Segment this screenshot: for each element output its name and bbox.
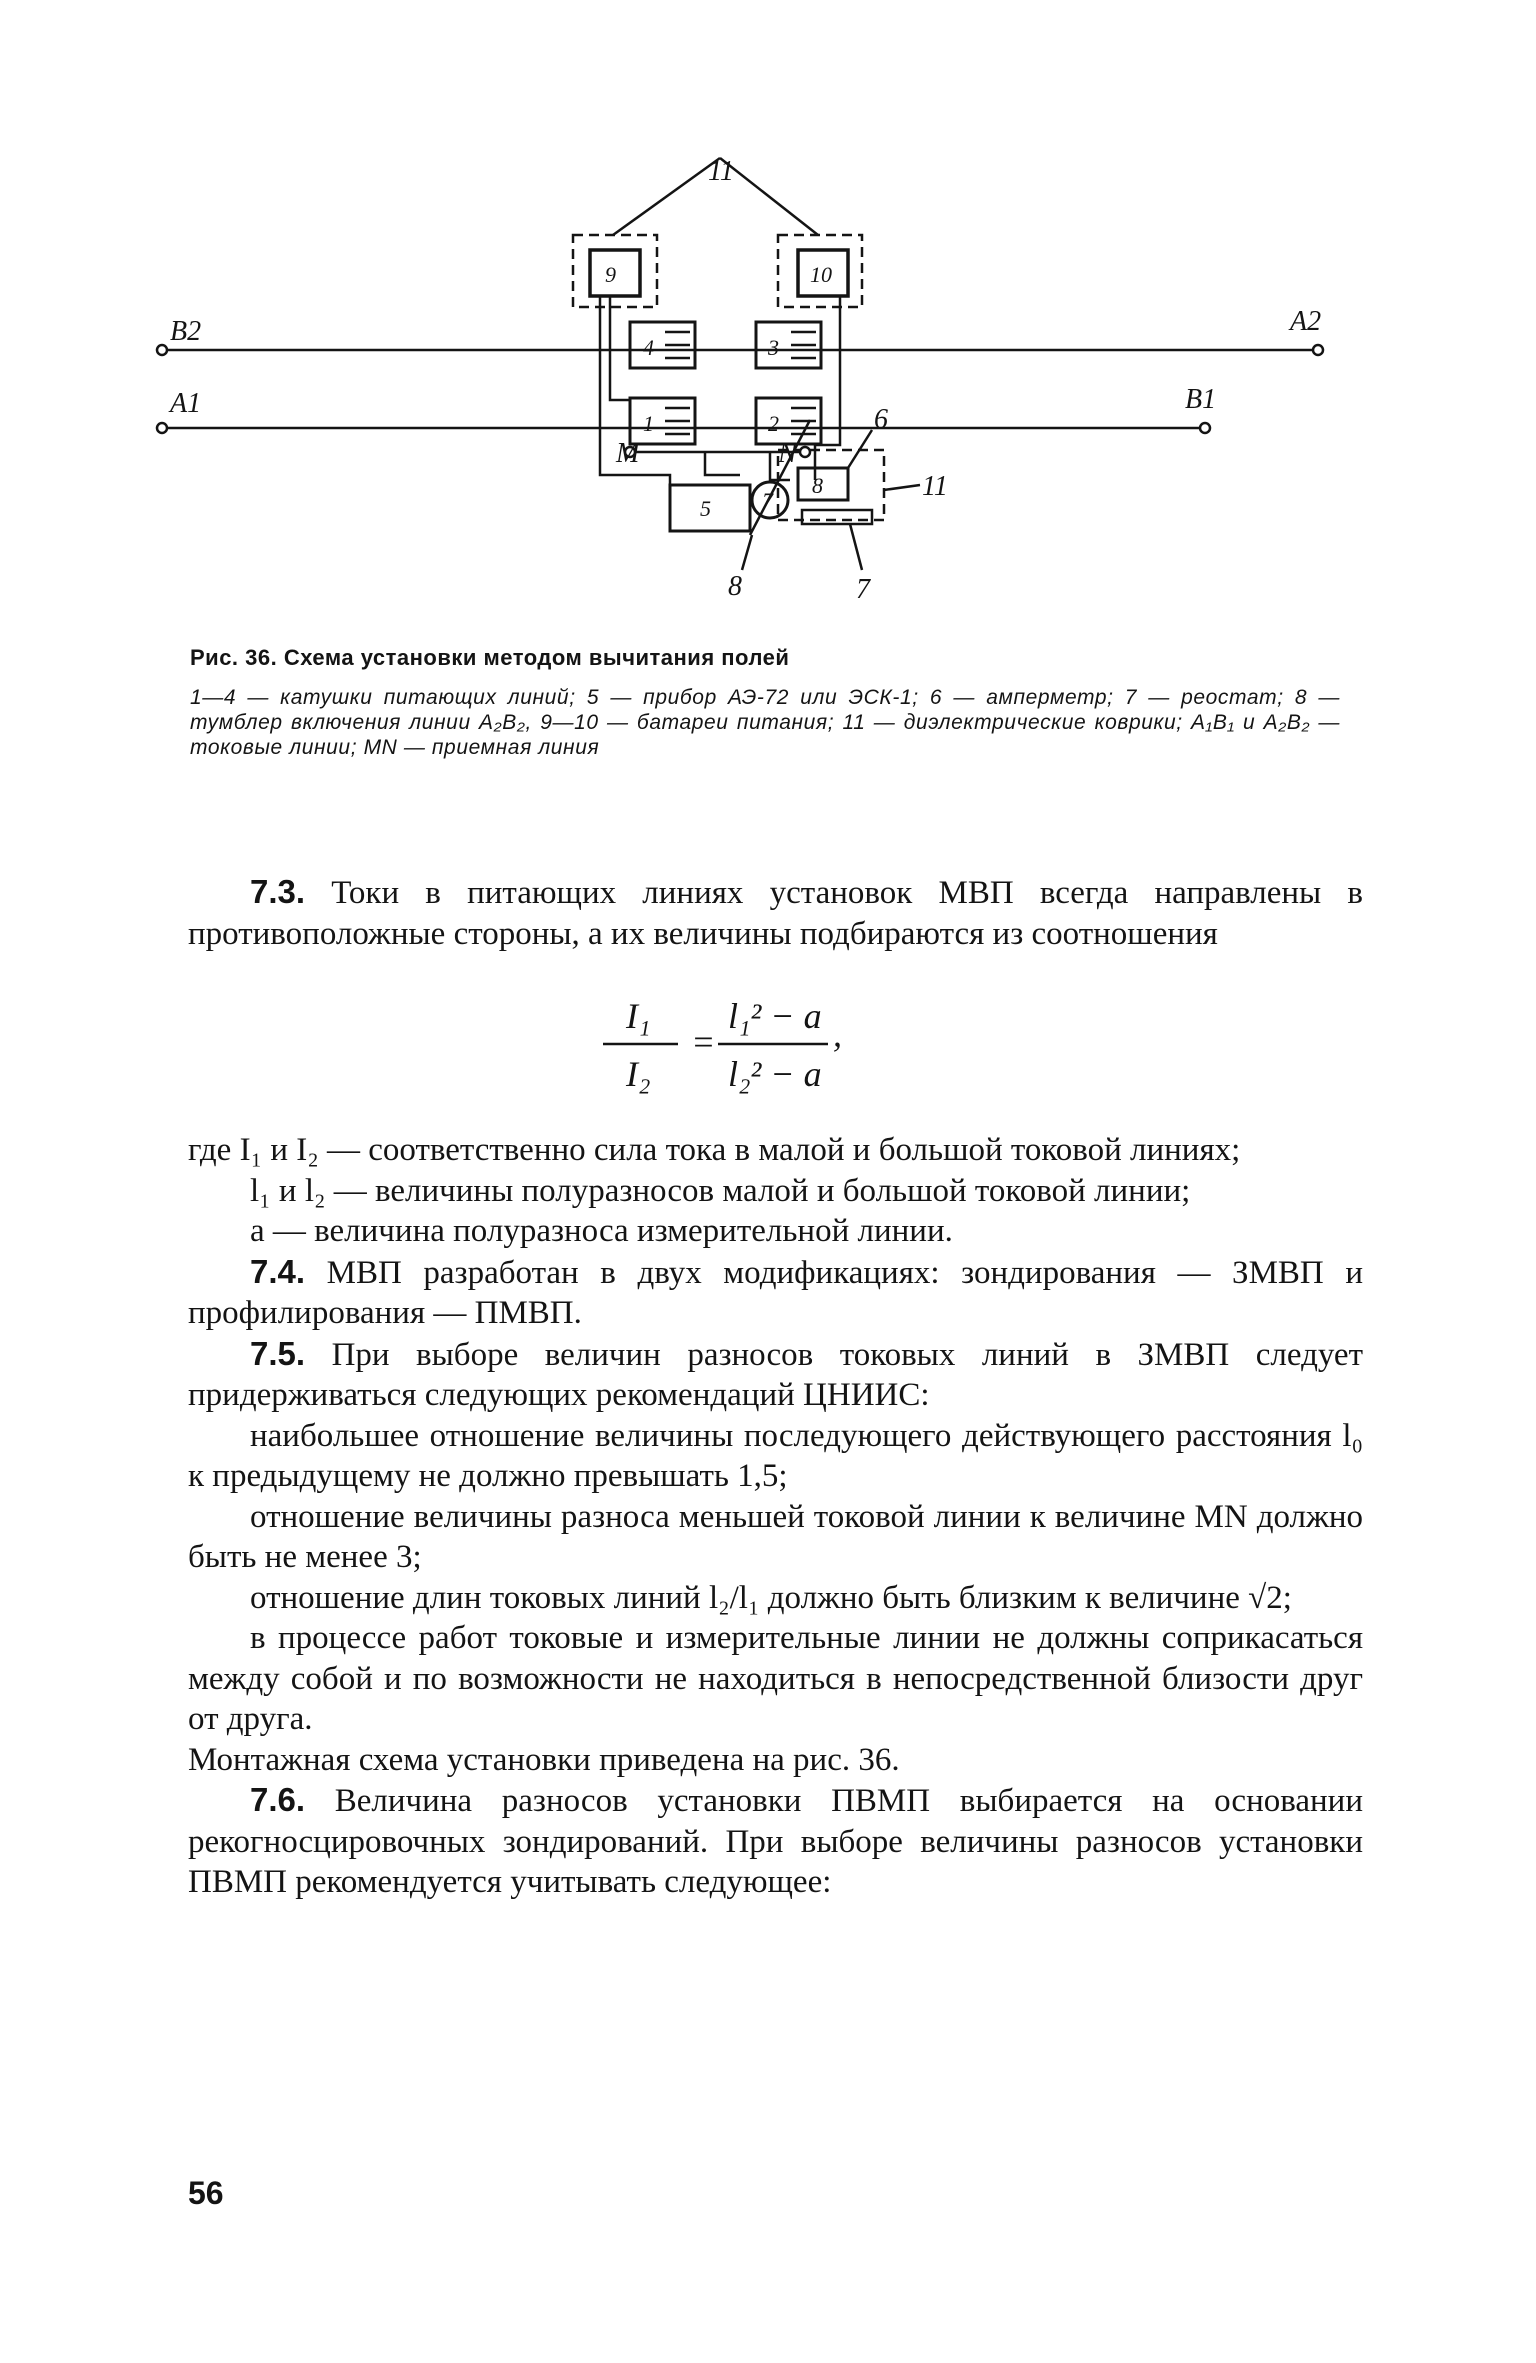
where-3: a — величина полуразноса измерительной линии. bbox=[250, 1213, 953, 1249]
label-n: N bbox=[778, 438, 797, 469]
label-7: 7 bbox=[856, 574, 870, 605]
paragraph-text: МВП разработан в двух модификациях: зондирования — ЗМВП и профилирования — ПМВП. bbox=[188, 1254, 1363, 1331]
section-number: 7.5. bbox=[250, 1334, 306, 1372]
recommendation-2: отношение величины разноса меньшей токовой линии к величине MN должно быть не менее 3; bbox=[188, 1498, 1363, 1575]
label-box4: 4 bbox=[643, 335, 654, 360]
figure-caption bbox=[190, 645, 1340, 760]
section-number: 7.4. bbox=[250, 1252, 306, 1290]
caption-title: Рис. 36. Схема установки методом вычитания полей bbox=[190, 645, 790, 670]
label-box8: 8 bbox=[812, 473, 823, 498]
montage-note: Монтажная схема установки приведена на рис. 36. bbox=[188, 1741, 900, 1778]
label-meter7: 7 bbox=[762, 488, 773, 513]
current-ratio-formula bbox=[188, 966, 1363, 1116]
circuit-diagram bbox=[150, 150, 1350, 620]
label-6: 6 bbox=[874, 404, 888, 435]
section-number: 7.6. bbox=[250, 1781, 306, 1818]
label-box9: 9 bbox=[605, 262, 616, 287]
label-11-right: 11 bbox=[922, 471, 948, 502]
where-1: где I₁ и I₂ — соответственно сила тока в малой и большой токовой линиях; bbox=[188, 1132, 1241, 1168]
label-b2: B2 bbox=[170, 316, 202, 347]
section-number: 7.3. bbox=[250, 873, 306, 910]
label-a1: A1 bbox=[170, 388, 202, 419]
label-box1: 1 bbox=[643, 411, 654, 436]
paragraph-7-4 bbox=[188, 1252, 1363, 1334]
recommendation-3: отношение длин токовых линий l₂/l₁ должно быть близким к величине √2; bbox=[250, 1579, 1292, 1616]
paragraph-text: Величина разносов установки ПВМП выбирается на основании рекогносцировочных зондирований. При выборе величины разносов установки ПВМП рекомендуется учитывать следующее: bbox=[188, 1783, 1364, 1900]
formula-lhs-num: I₁ bbox=[626, 996, 651, 1036]
ammeter-6 bbox=[798, 468, 848, 500]
recommendation-1: наибольшее отношение величины последующего действующего расстояния l₀ к предыдущему не должно превышать 1,5; bbox=[188, 1417, 1363, 1494]
caption-body: 1—4 — катушки питающих линий; 5 — прибор АЭ-72 или ЭСК-1; 6 — амперметр; 7 — реостат; 8 — тумблер включения линии A₂B₂, 9—10 — батареи питания; 11 — диэлектрические коврики; A₁B₁ и A₂B₂ — токовые линии; MN — приемная линия bbox=[190, 686, 1340, 759]
label-box3: 3 bbox=[768, 335, 779, 360]
label-a2: A2 bbox=[1290, 306, 1322, 337]
label-8: 8 bbox=[728, 571, 742, 602]
paragraph-7-5 bbox=[188, 1334, 1363, 1416]
label-box2: 2 bbox=[768, 411, 779, 436]
where-2: l₁ и l₂ — величины полуразносов малой и большой токовой линии; bbox=[250, 1172, 1191, 1209]
label-b1: B1 bbox=[1185, 384, 1217, 415]
body-text bbox=[188, 872, 1363, 1903]
label-box5: 5 bbox=[700, 496, 711, 521]
label-box10: 10 bbox=[810, 262, 832, 287]
paragraph-7-3 bbox=[188, 872, 1363, 954]
paragraph-text: Токи в питающих линиях установок МВП всегда направлены в противоположные стороны, а их величины подбираются из соотношения bbox=[188, 875, 1364, 952]
recommendation-4: в процессе работ токовые и измерительные линии не должны соприкасаться между собой и по возможности не находиться в непосредственной близости друг от друга. bbox=[188, 1620, 1363, 1737]
formula-comma: , bbox=[833, 1014, 842, 1054]
paragraph-text: При выборе величин разносов токовых линий в ЗМВП следует придерживаться следующих рекомендаций ЦНИИС: bbox=[188, 1336, 1363, 1413]
page-number: 56 bbox=[188, 2175, 224, 2211]
formula-rhs-num: l₁² − a bbox=[728, 996, 822, 1036]
rheostat-7 bbox=[802, 510, 872, 524]
paragraph-7-6 bbox=[188, 1780, 1363, 1903]
label-m: M bbox=[616, 438, 640, 469]
formula-lhs-den: I₂ bbox=[626, 1054, 651, 1094]
label-11-top: 11 bbox=[708, 156, 734, 187]
formula-rhs-den: l₂² − a bbox=[728, 1054, 822, 1094]
formula-equals: = bbox=[691, 1022, 716, 1062]
